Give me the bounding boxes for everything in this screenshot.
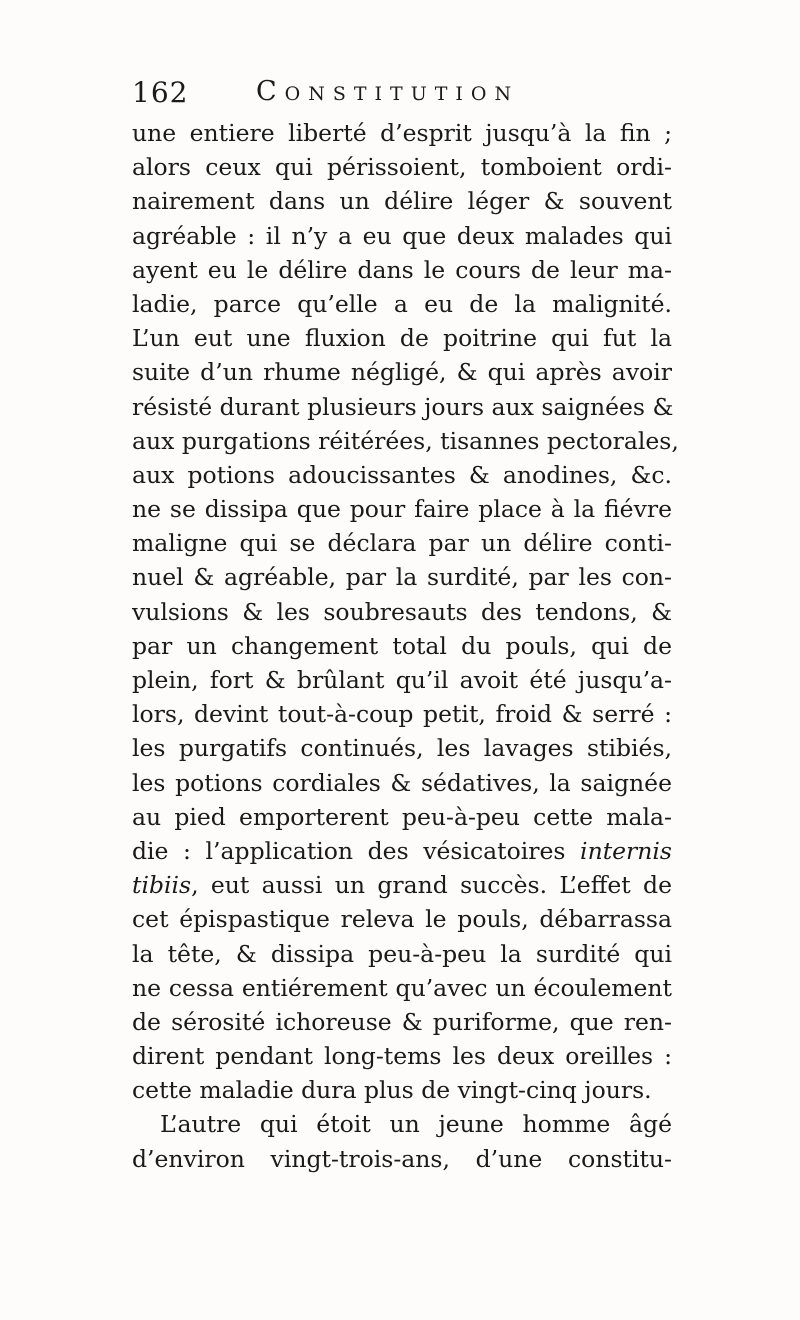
text-line: résisté durant plusieurs jours aux saignées &: [132, 392, 674, 421]
text-line: alors ceux qui périssoient, tomboient ordi-: [132, 153, 672, 182]
text-line: ne se dissipa que pour faire place à la fiévre: [132, 495, 672, 524]
text-line: nairement dans un délire léger & souvent: [132, 187, 672, 216]
text-line: au pied emporterent peu-à-peu cette mala-: [132, 802, 672, 831]
text-line: ladie, parce qu’elle a eu de la malignité.: [132, 289, 672, 318]
italic-term: internis: [580, 836, 672, 865]
text-line: L’autre qui étoit un jeune homme âgé: [160, 1110, 672, 1139]
text-line: par un changement total du pouls, qui de: [132, 631, 672, 660]
text-line: vulsions & les soubresauts des tendons, &: [132, 597, 672, 626]
page-header: [132, 76, 692, 116]
text-line: d’environ vingt-trois-ans, d’une constitu-: [132, 1144, 672, 1173]
text-line: suite d’un rhume négligé, & qui après avoir: [132, 358, 672, 387]
page-number: 162: [132, 76, 189, 109]
text-line: agréable : il n’y a eu que deux malades qui: [132, 221, 672, 250]
text-line: nuel & agréable, par la surdité, par les con-: [132, 563, 672, 592]
text-segment: , eut aussi un grand succès. L’effet de: [191, 871, 672, 900]
text-line: cet épispastique releva le pouls, débarrassa: [132, 905, 672, 934]
running-head: Constitution: [256, 76, 520, 107]
text-line: les potions cordiales & sédatives, la saignée: [132, 768, 672, 797]
text-line: une entiere liberté d’esprit jusqu’à la fin ;: [132, 119, 672, 147]
text-line-with-italic: [132, 868, 672, 902]
text-line: dirent pendant long-tems les deux oreilles :: [132, 1042, 672, 1071]
italic-term: tibiis: [132, 871, 192, 900]
text-line: la tête, & dissipa peu-à-peu la surdité qui: [132, 939, 672, 968]
text-line: ayent eu le délire dans le cours de leur ma-: [132, 255, 672, 284]
text-line: lors, devint tout-à-coup petit, froid & serré :: [132, 700, 672, 729]
text-line-with-italic: [132, 834, 672, 868]
text-line: maligne qui se déclara par un délire conti-: [132, 529, 672, 558]
text-line: les purgatifs continués, les lavages stibiés,: [132, 734, 672, 763]
text-line: ne cessa entiérement qu’avec un écoulement: [132, 973, 672, 1002]
text-line: aux purgations réitérées, tisannes pectorales,: [132, 426, 679, 455]
body-text: [132, 116, 679, 1176]
text-line: plein, fort & brûlant qu’il avoit été jusqu’a-: [132, 666, 672, 694]
text-line: de sérosité ichoreuse & puriforme, que ren-: [132, 1007, 672, 1036]
text-line: L’un eut une fluxion de poitrine qui fut la: [132, 324, 672, 353]
text-line: cette maladie dura plus de vingt-cinq jours.: [132, 1076, 652, 1105]
text-line: aux potions adoucissantes & anodines, &c.: [132, 460, 672, 489]
text-segment: die : l’application des vésicatoires: [132, 836, 566, 865]
